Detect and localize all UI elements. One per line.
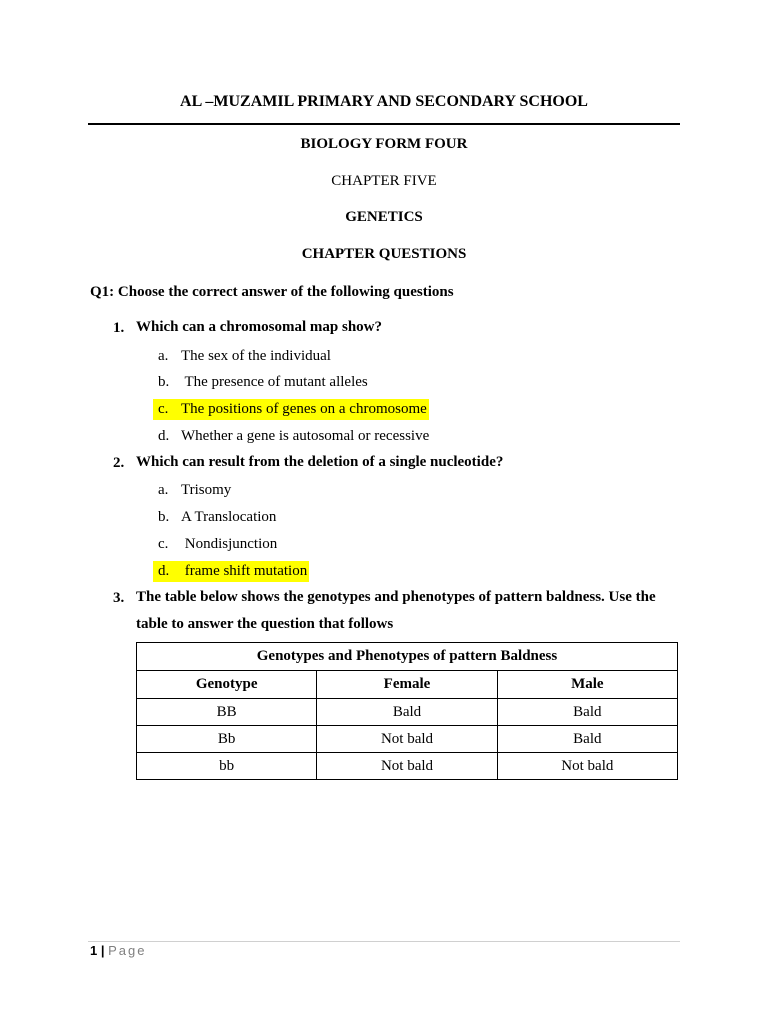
option-letter-correct: d. [158,563,170,579]
topic-heading: GENETICS [345,209,423,225]
option-text: Nondisjunction [181,536,278,552]
q1-heading: Q1: Choose the correct answer of the following questions [90,284,454,300]
option-letter: d. [158,428,170,444]
table-cell: Not bald [497,753,677,780]
table-row [137,753,678,780]
option-letter: a. [158,348,169,364]
page-footer [90,943,147,958]
column-header-male: Male [497,671,677,699]
option-text: Trisomy [181,482,232,498]
table-cell: Bb [137,726,317,753]
option-letter: a. [158,482,169,498]
option-letter-correct: c. [158,401,169,417]
option-text: The presence of mutant alleles [181,374,368,390]
question-number: 3. [113,590,125,606]
table-header-row [137,671,678,699]
header-rule [88,123,680,125]
question-number: 2. [113,455,125,471]
column-header-female: Female [317,671,497,699]
table-cell: BB [137,699,317,726]
column-header-genotype: Genotype [137,671,317,699]
option-text: A Translocation [181,509,277,525]
table-cell: Bald [497,699,677,726]
table-cell: Bald [317,699,497,726]
section-heading: CHAPTER QUESTIONS [301,246,467,262]
table-cell: Not bald [317,726,497,753]
option-letter: b. [158,374,170,390]
baldness-table [136,642,678,780]
footer-separator: | [100,943,105,958]
table-row [137,699,678,726]
question-text: Which can a chromosomal map show? [136,319,382,335]
subject-heading: BIOLOGY FORM FOUR [300,136,468,152]
option-text: Whether a gene is autosomal or recessive [181,428,430,444]
school-name: AL –MUZAMIL PRIMARY AND SECONDARY SCHOOL [180,93,588,110]
question-text: The table below shows the genotypes and phenotypes of pattern baldness. Use the table to answer the question that follows [136,589,656,632]
question-number: 1. [113,320,125,336]
table-caption-row [137,643,678,671]
option-text: The sex of the individual [181,348,331,364]
option-letter: b. [158,509,170,525]
table-row [137,726,678,753]
page-number: 1 [90,943,98,958]
chapter-heading: CHAPTER FIVE [331,173,437,189]
option-letter: c. [158,536,169,552]
footer-rule [88,941,680,942]
page-label: Page [108,943,147,958]
option-text-correct: The positions of genes on a chromosome [181,401,427,417]
table-cell: Bald [497,726,677,753]
question-text: Which can result from the deletion of a single nucleotide? [136,454,504,470]
table-caption: Genotypes and Phenotypes of pattern Baldness [137,643,678,671]
option-text-correct: frame shift mutation [181,563,308,579]
table-cell: Not bald [317,753,497,780]
table-cell: bb [137,753,317,780]
